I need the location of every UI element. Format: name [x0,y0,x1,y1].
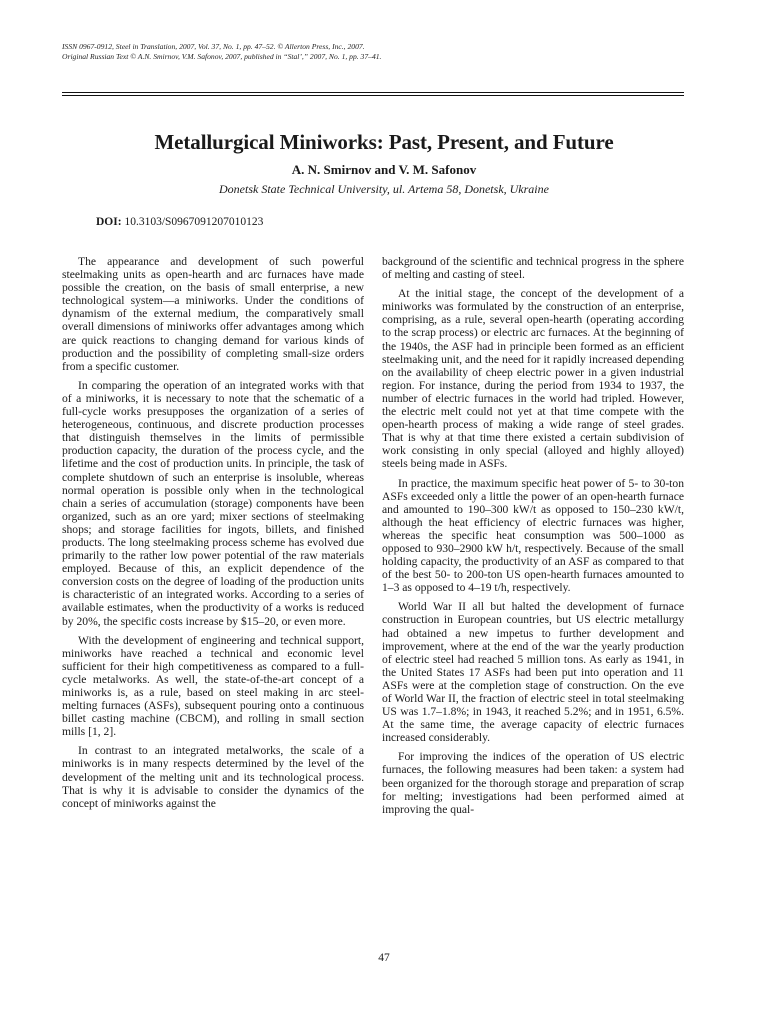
page-number: 47 [378,952,390,964]
header-rule [62,92,684,93]
journal-citation-header [62,42,702,61]
author-affiliation: Donetsk State Technical University, ul. Artema 58, Donetsk, Ukraine [219,182,549,196]
citation-line-2: Original Russian Text © A.N. Smirnov, V.M. Safonov, 2007, published in “Stal’,” 2007, No. 1, pp. 37–41. [62,51,382,61]
doi-label: DOI: [96,216,122,228]
paragraph: The appearance and development of such powerful steelmaking units as open-hearth and arc furnaces have made possible the creation, on the basis of small enterprise, a new technological system—a miniworks. Under the conditions of dynamism of the external medium, the comparatively small overall dimensions of miniworks offer advantages among which are quick reactions to changing demand for various kinds of production and the possibility of completing small-size orders from a specific customer. [62,255,364,373]
paragraph: background of the scientific and technical progress in the sphere of melting and casting of steel. [382,255,684,282]
citation-line-1: ISSN 0967-0912, Steel in Translation, 2007, Vol. 37, No. 1, pp. 47–52. © Allerton Press, Inc., 2007. [62,42,365,51]
doi-value: 10.3103/S0967091207010123 [124,216,264,228]
body-column-right [382,255,684,822]
paragraph: For improving the indices of the operation of US electric furnaces, the following measures had been taken: a system had been organized for the thorough storage and preparation of scrap for melting; investigations had been performed aimed at improving the qual- [382,750,684,816]
doi-line [96,216,263,228]
article-title: Metallurgical Miniworks: Past, Present, and Future [154,130,614,154]
paragraph: World War II all but halted the development of furnace construction in European countries, but US electric metallurgy had obtained a new impetus to further development and improvement, where at the end of the war the yearly production of electric steel had reached 5 million tons. As early as 1941, in the United States 17 ASFs had been put into operation and 11 ASFs were at the completion stage of construction. On the eve of World War II, the fraction of electric steel in total steelmaking US was 1.7–1.8%; in 1943, it reached 5.2%; and in 1951, 6.5%. At the same time, the average capacity of electric furnaces increased considerably. [382,600,684,745]
body-column-left [62,255,364,816]
paragraph: In contrast to an integrated metalworks, the scale of a miniworks is in many respects determined by the level of the development of the melting unit and its technological process. That is why it is advisable to consider the dynamics of the concept of miniworks against the [62,744,364,810]
article-authors: A. N. Smirnov and V. M. Safonov [291,162,477,177]
paragraph: At the initial stage, the concept of the development of a miniworks was formulated by the construction of an enterprise, comprising, as a rule, several open-hearth (operating according to the scrap process) or electric arc furnaces. At the beginning of the 1940s, the ASF had in principle been formed as an efficient steelmaking unit, and the need for it rapidly increased depending on the availability of cheep electric power in a given industrial region. For instance, during the period from 1934 to 1937, the number of electric furnaces in the world had tripled. However, the electric melt could not yet at that time compete with the open-hearth process of making a wide range of steel grades. That is why at that time there existed a certain subdivision of work consisting in only special (alloyed and highly alloyed) steels being made in ASFs. [382,287,684,471]
paragraph: With the development of engineering and technical support, miniworks have reached a technical and economic level sufficient for their high competitiveness as compared to a full-cycle metalworks. As well, the state-of-the-art concept of a miniworks is, as a rule, based on steel making in arc steel-melting furnaces (ASFs), subsequent pouring onto a continuous billet casting machine (CBCM), and rolling in small section mills [1, 2]. [62,633,364,739]
header-rule-secondary [62,95,684,96]
paragraph: In practice, the maximum specific heat power of 5- to 30-ton ASFs exceeded only a little the power of an open-hearth furnace and amounted to 190–300 kW/t as opposed to 150–230 kW/t, although the heat efficiency of electric furnaces was higher, whereas the specific heat consumption was 500–1000 as opposed to 930–2900 kW h/t, respectively. Because of the small holding capacity, the productivity of an ASF as compared to that of the best 50- to 200-ton US open-hearth furnaces amounted to 1–3 as opposed to 4–19 t/h, respectively. [382,476,684,595]
paragraph: In comparing the operation of an integrated works with that of a miniworks, it is necessary to note that the schematic of a full-cycle works presupposes the organization of a series of heterogeneous, continuous, and discrete production processes that distinguish themselves in the limits of permissible production capacity, the duration of the process cycle, and the lifetime and the cost of production units. In principle, the task of complete shutdown of such an enterprise is insoluble, whereas normal operation is possible only when in the technological chain a series of accumulation (storage) components have been organized, such as an ore yard; mixer sections of steelmaking shops; and storage facilities for ingots, billets, and finished products. The long steelmaking process scheme has evolved due primarily to the rather low power potential of the raw materials employed. Because of this, an explicit dependence of the conversion costs on the degree of loading of the production units is characteristic of an integrated works. According to a series of available estimates, when the productivity of a works is reduced by 20%, the specific costs increase by $15–20, or even more. [62,378,364,628]
